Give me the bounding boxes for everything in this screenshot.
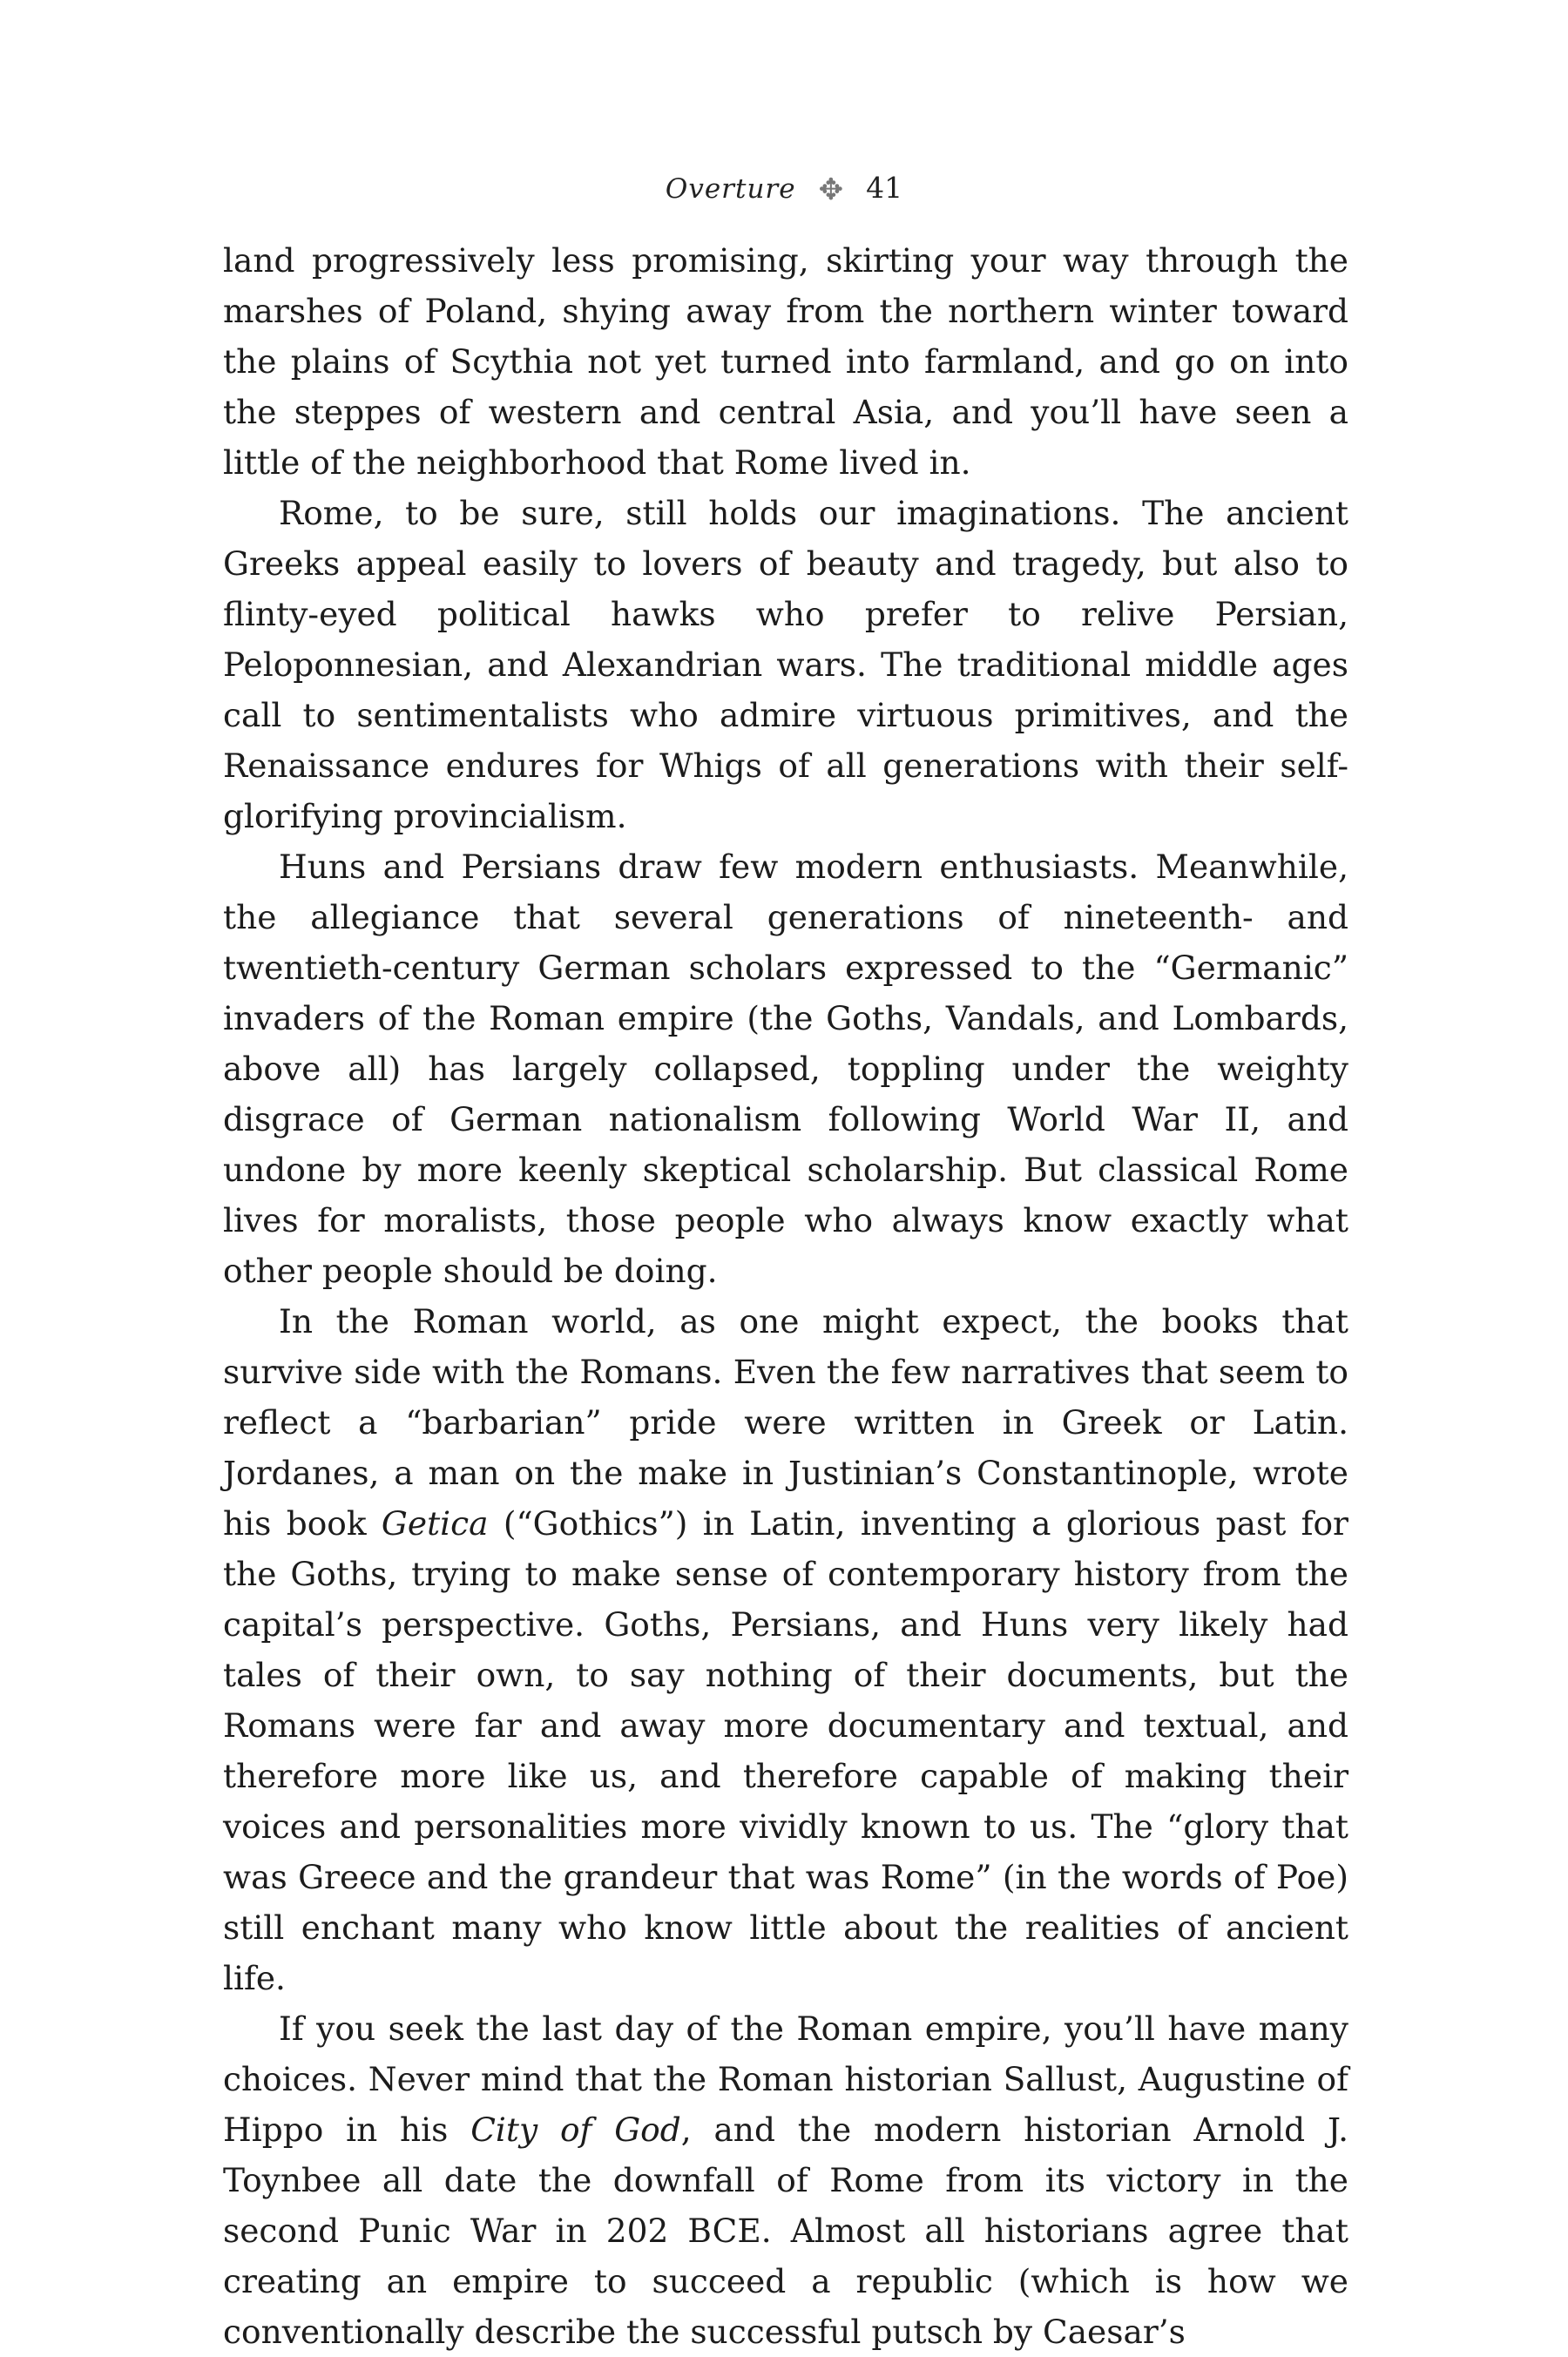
paragraph-4-text-a: In the Roman world, as one might expect, the books that survive side with the Romans. Even the few narratives that seem to reflect a “barbarian” pride were written in Greek or Latin. Jordanes, a man on the make in Justinian’s Constantinople, wrote his book [223,1302,1348,1543]
page-number: 41 [866,171,903,205]
paragraph-5-text-b: , and the modern historian Arnold J. Toynbee all date the downfall of Rome from its victory in the second Punic War in 202 BCE. Almost all historians agree that creating an empire to succeed a republic (which is how we conventionally describe the successful putsch by Caesar’s [223,2110,1348,2351]
paragraph-4-text-b: (“Gothics”) in Latin, inventing a glorious past for the Goths, trying to make sense of contemporary history from the capital’s perspective. Goths, Persians, and Huns very likely had tales of their own, to say nothing of their documents, but the Romans were far and away more documentary and textual, and therefore more like us, and therefore capable of making their voices and personalities more vividly known to us. The “glory that was Greece and the grandeur that was Rome” (in the words of Poe) still enchant many who know little about the realities of ancient life. [223,1504,1348,1997]
paragraph-4 [223,1296,1348,2003]
paragraph-5-text-a: If you seek the last day of the Roman empire, you’ll have many choices. Never mind that the Roman historian Sallust, Augustine of Hippo in his [223,2009,1348,2149]
chapter-title: Overture [665,173,796,205]
paragraph-5 [223,2003,1348,2357]
fleuron-ornament-icon: ✥ [818,172,844,207]
body-text [223,235,1348,2357]
paragraph-3: Huns and Persians draw few modern enthusiasts. Meanwhile, the allegiance that several generations of nineteenth- and twentieth-century German scholars expressed to the “Germanic” invaders of the Roman empire (the Goths, Vandals, and Lombards, above all) has largely collapsed, toppling under the weighty disgrace of German nationalism following World War II, and undone by more keenly skeptical scholarship. But classical Rome lives for moralists, those people who always know exactly what other people should be doing. [223,848,1348,1290]
running-head [0,165,1568,213]
book-title-city-of-god: City of God [470,2110,681,2149]
paragraph-2: Rome, to be sure, still holds our imaginations. The ancient Greeks appeal easily to lovers of beauty and tragedy, but also to flinty-eyed political hawks who prefer to relive Persian, Peloponnesian, and Alexandrian wars. The traditional middle ages call to sentimentalists who admire virtuous primitives, and the Renaissance endures for Whigs of all generations with their self-glorifying provincialism. [223,494,1348,835]
book-title-getica: Getica [381,1504,489,1543]
paragraph-1: land progressively less promising, skirting your way through the marshes of Poland, shying away from the northern winter toward the plains of Scythia not yet turned into farmland, and go on into the steppes of western and central Asia, and you’ll have seen a little of the neighborhood that Rome lived in. [223,241,1348,482]
